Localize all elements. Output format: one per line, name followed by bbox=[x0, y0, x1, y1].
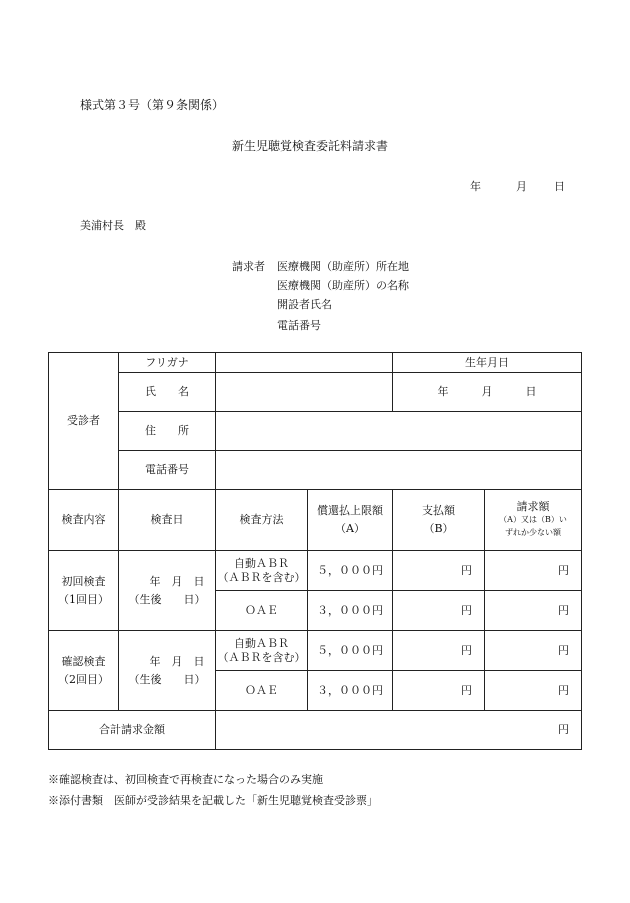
header-claim-line2: （A）又は（B）い bbox=[499, 515, 567, 525]
exam-first-name bbox=[49, 551, 119, 631]
exam-second-date-line1: 年 月 日 bbox=[149, 654, 205, 668]
exam-second-name bbox=[49, 631, 119, 711]
name-field[interactable] bbox=[216, 373, 393, 412]
exam-second-oae-claim[interactable]: 円 bbox=[485, 671, 582, 711]
exam-first-date-line1: 年 月 日 bbox=[149, 574, 205, 588]
claimant-institution: 医療機関（助産所）の名称 bbox=[277, 279, 409, 292]
address-label: 住 所 bbox=[119, 412, 216, 451]
exam-second-oae-limit: ３，０００円 bbox=[308, 671, 393, 711]
exam-first-abr-paid[interactable]: 円 bbox=[393, 551, 485, 591]
exam-first-abr-limit: ５，０００円 bbox=[308, 551, 393, 591]
exam-second-abr-claim[interactable]: 円 bbox=[485, 631, 582, 671]
birthdate-month: 月 bbox=[481, 385, 493, 399]
exam-first-date-line2: （生後 日） bbox=[128, 592, 206, 606]
claimant-founder: 開設者氏名 bbox=[277, 298, 332, 311]
header-method: 検査方法 bbox=[216, 490, 308, 551]
exam-second-method-abr bbox=[216, 631, 308, 671]
examinee-label: 受診者 bbox=[49, 353, 119, 490]
exam-second-name-line1: 確認検査 bbox=[61, 654, 106, 668]
date-year: 年 bbox=[470, 180, 481, 193]
exam-first-name-line2: （1回目） bbox=[58, 592, 109, 606]
phone-field[interactable] bbox=[216, 451, 582, 490]
exam-second-abr-limit: ５，０００円 bbox=[308, 631, 393, 671]
exam-first-date[interactable] bbox=[119, 551, 216, 631]
address-field[interactable] bbox=[216, 412, 582, 451]
header-paid-line2: （B） bbox=[423, 522, 454, 535]
header-date: 検査日 bbox=[119, 490, 216, 551]
exam-first-method-abr bbox=[216, 551, 308, 591]
method-abr-line1: 自動ＡＢＲ bbox=[234, 636, 289, 650]
claimant-phone: 電話番号 bbox=[277, 319, 321, 332]
exam-second-date[interactable] bbox=[119, 631, 216, 711]
date-day: 日 bbox=[554, 180, 565, 193]
method-abr-line2: （ＡＢＲを含む） bbox=[217, 650, 306, 664]
furigana-label: フリガナ bbox=[119, 353, 216, 373]
addressee: 美浦村長 殿 bbox=[80, 219, 146, 232]
header-limit-line2: （A） bbox=[335, 522, 365, 535]
note-reexam: ※確認検査は、初回検査で再検査になった場合のみ実施 bbox=[48, 773, 323, 786]
total-label: 合計請求金額 bbox=[49, 711, 216, 750]
exam-first-oae-limit: ３，０００円 bbox=[308, 591, 393, 631]
furigana-field[interactable] bbox=[216, 353, 393, 373]
phone-label: 電話番号 bbox=[119, 451, 216, 490]
exam-first-name-line1: 初回検査 bbox=[61, 574, 106, 588]
header-claim-line3: ずれか少ない額 bbox=[505, 527, 561, 537]
header-paid bbox=[393, 490, 485, 551]
claimant-address: 医療機関（助産所）所在地 bbox=[277, 260, 409, 273]
note-attachment: ※添付書類 医師が受診結果を記載した「新生児聴覚検査受診票」 bbox=[48, 794, 378, 807]
exam-second-method-oae: ＯＡＥ bbox=[216, 671, 308, 711]
exam-second-oae-paid[interactable]: 円 bbox=[393, 671, 485, 711]
birthdate-field[interactable] bbox=[393, 373, 582, 412]
exam-second-date-line2: （生後 日） bbox=[128, 672, 206, 686]
form-number: 様式第３号（第９条関係） bbox=[80, 98, 225, 112]
exam-first-method-oae: ＯＡＥ bbox=[216, 591, 308, 631]
exam-second-name-line2: （2回目） bbox=[58, 672, 109, 686]
page-title: 新生児聴覚検査委託料請求書 bbox=[232, 139, 389, 153]
exam-first-abr-claim[interactable]: 円 bbox=[485, 551, 582, 591]
exam-first-oae-paid[interactable]: 円 bbox=[393, 591, 485, 631]
birthdate-day: 日 bbox=[525, 385, 537, 399]
claim-table bbox=[48, 352, 582, 750]
header-content: 検査内容 bbox=[49, 490, 119, 551]
header-paid-line1: 支払額 bbox=[422, 504, 455, 518]
header-limit-line1: 償還払上限額 bbox=[317, 504, 383, 518]
date-month: 月 bbox=[516, 180, 527, 193]
exam-first-oae-claim[interactable]: 円 bbox=[485, 591, 582, 631]
header-claim bbox=[485, 490, 582, 551]
date-line bbox=[470, 178, 565, 194]
total-value[interactable]: 円 bbox=[216, 711, 582, 750]
birthdate-year: 年 bbox=[437, 385, 449, 399]
method-abr-line1: 自動ＡＢＲ bbox=[234, 556, 289, 570]
claimant-label: 請求者 bbox=[232, 260, 265, 273]
method-abr-line2: （ＡＢＲを含む） bbox=[217, 570, 306, 584]
header-limit bbox=[308, 490, 393, 551]
name-label: 氏 名 bbox=[119, 373, 216, 412]
birthdate-label: 生年月日 bbox=[393, 353, 582, 373]
header-claim-line1: 請求額 bbox=[516, 500, 550, 514]
exam-second-abr-paid[interactable]: 円 bbox=[393, 631, 485, 671]
